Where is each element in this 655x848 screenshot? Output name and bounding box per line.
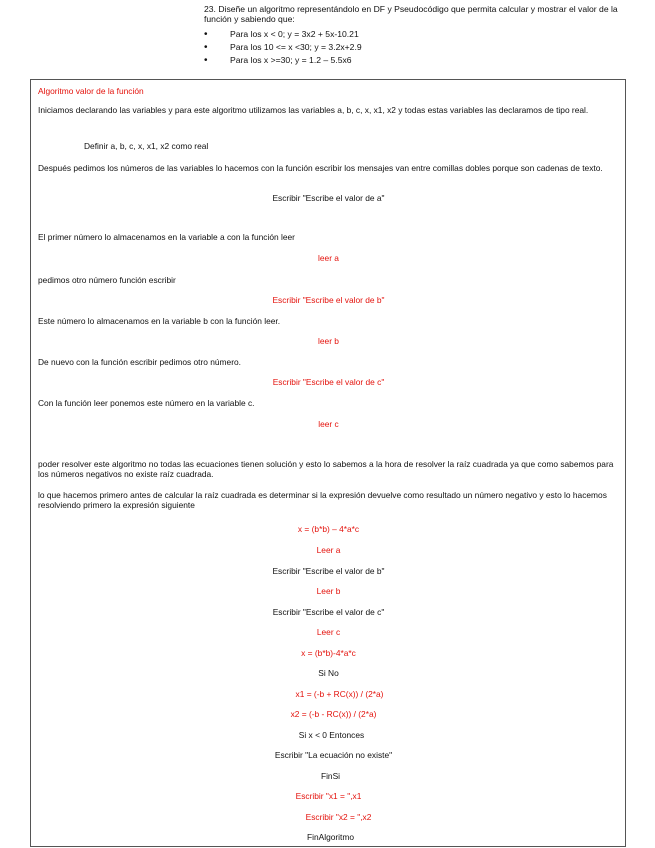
code-line: Si x < 0 Entonces (298, 730, 365, 740)
code-line: Leer b (316, 586, 341, 596)
question-text: 23. Diseñe un algoritmo representándolo en DF y Pseudocódigo que permita calcular y mostrar el valor de la función y sabiendo que: (204, 4, 618, 24)
paragraph-write: Después pedimos los números de las variables lo hacemos con la función escribir los mensajes van entre comillas dobles porque son cadenas de texto. (38, 163, 603, 173)
condition-item: • Para los x < 0; y = 3x2 + 5x-10.21 (204, 29, 359, 40)
condition-item: • Para los x >=30; y = 1.2 – 5.5x6 (204, 55, 352, 66)
bullet-icon: • (204, 29, 208, 40)
bullet-icon: • (204, 42, 208, 53)
code-line: Escribir "Escribe el valor de c" (272, 607, 385, 617)
paragraph-roots: poder resolver este algoritmo no todas las ecuaciones tienen solución y esto lo sabemos a la hora de resolver la raíz cuadrada ya que como sabemos para los números negativos no existe raíz cuadrada. (38, 459, 614, 479)
paragraph-declare: Iniciamos declarando las variables y para este algoritmo utilizamos las variables a, b, c, x, x1, x2 y todas estas variables las declaramos de tipo real. (38, 105, 589, 115)
code-line: Escribir "Escribe el valor de b" (272, 566, 385, 576)
paragraph-negative: lo que hacemos primero antes de calcular la raíz cuadrada es determinar si la expresión devuelve como resultado un número negativo y esto lo hacemos resolviendo primero la expresión siguiente (38, 490, 607, 510)
read-b-statement: leer b (318, 336, 339, 346)
code-line: FinAlgoritmo (306, 832, 354, 842)
conditions-list (204, 28, 644, 67)
paragraph-read-a: El primer número lo almacenamos en la variable a con la función leer (38, 232, 295, 242)
algorithm-box (30, 79, 626, 847)
code-line: Escribir "x2 = ",x2 (305, 812, 372, 822)
paragraph-ask-c: De nuevo con la función escribir pedimos otro número. (38, 357, 241, 367)
paragraph-ask-b: pedimos otro número función escribir (38, 275, 176, 285)
code-line: Si No (318, 668, 339, 678)
read-a-statement: leer a (318, 253, 339, 263)
write-c-statement: Escribir "Escribe el valor de c" (272, 377, 385, 387)
paragraph-read-b: Este número lo almacenamos en la variable b con la función leer. (38, 316, 281, 326)
write-b-statement: Escribir "Escribe el valor de b" (272, 295, 385, 305)
define-statement: Definir a, b, c, x, x1, x2 como real (84, 141, 209, 151)
code-line: Leer c (316, 627, 341, 637)
code-line: Escribir "x1 = ",x1 (295, 791, 362, 801)
exercise-header (204, 4, 644, 67)
code-line: Escribir "La ecuación no existe" (274, 750, 393, 760)
code-line: x2 = (-b - RC(x)) / (2*a) (290, 709, 377, 719)
code-line: Leer a (316, 545, 341, 555)
code-line: x1 = (-b + RC(x)) / (2*a) (295, 689, 384, 699)
bullet-icon: • (204, 55, 208, 66)
code-line: FinSi (320, 771, 341, 781)
condition-item: • Para los 10 <= x <30; y = 3.2x+2.9 (204, 42, 362, 53)
write-a-statement: Escribir "Escribe el valor de a" (272, 193, 385, 203)
read-c-statement: leer c (318, 419, 339, 429)
algorithm-title: Algoritmo valor de la función (38, 86, 144, 96)
code-line: x = (b*b) – 4*a*c (297, 524, 360, 534)
code-line: x = (b*b)-4*a*c (301, 648, 356, 658)
paragraph-read-c: Con la función leer ponemos este número en la variable c. (38, 398, 255, 408)
